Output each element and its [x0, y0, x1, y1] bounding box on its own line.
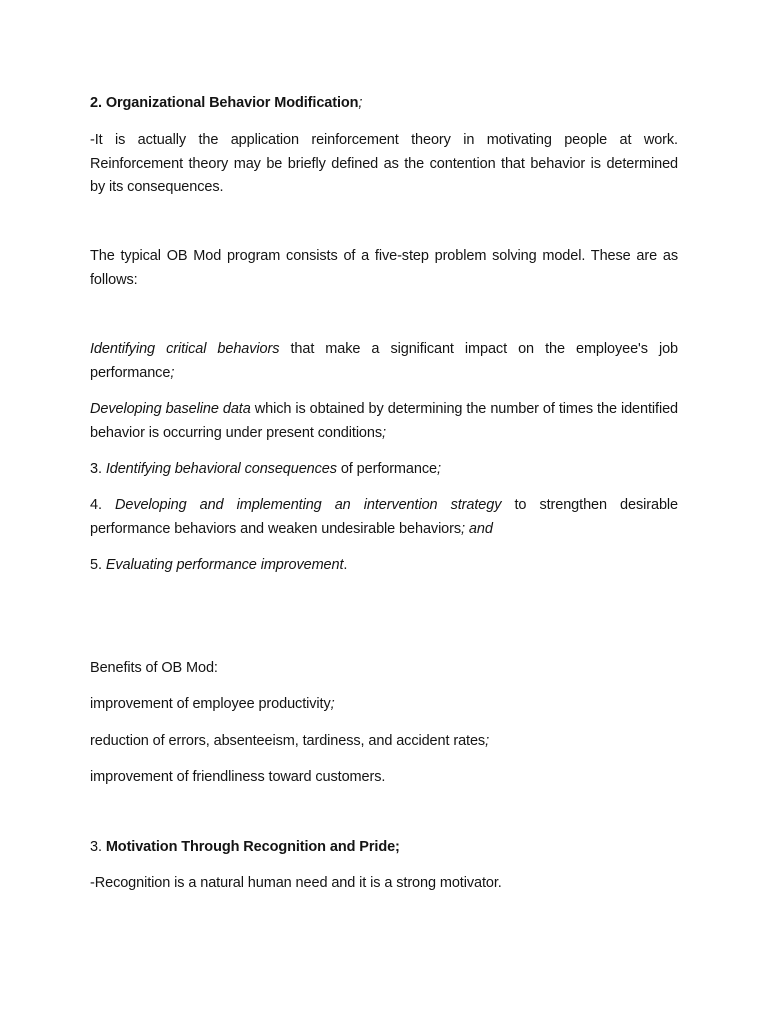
step-term: Developing and implementing an intervention strategy [114, 497, 502, 513]
benefit-item [90, 730, 678, 754]
step-term: Identifying behavioral consequences [105, 461, 337, 477]
benefit-end: ; [485, 733, 490, 749]
section-2-title-punct: ; [358, 95, 363, 111]
step-end: ; [170, 364, 175, 381]
step-end: ; [382, 424, 386, 441]
section-3-text: -Recognition is a natural human need and it is a strong motivator. [90, 875, 502, 891]
section-2-number: 2. [90, 95, 106, 111]
section-2-definition: -It is actually the application reinforcement theory in motivating people at work. Reinforcement theory may be briefly defined as the contention that behavior is determined by its consequences. [90, 132, 678, 195]
section-3-title: Motivation Through Recognition and Pride; [105, 839, 400, 855]
step-text: to strengthen desirable performance behaviors and weaken undesirable behaviors [90, 497, 678, 537]
step-end: ; and [461, 520, 493, 537]
section-3-number: 3. [90, 839, 106, 855]
step-prefix: 5. [90, 557, 106, 573]
section-2-title: Organizational Behavior Modification [105, 95, 359, 111]
step-prefix: 3. [90, 461, 106, 477]
step-4 [90, 494, 678, 541]
benefit-text: improvement of employee productivity [90, 696, 331, 712]
step-3 [90, 458, 678, 482]
benefit-item [90, 693, 678, 717]
step-1 [90, 338, 678, 385]
step-text: which is obtained by determining the number of times the identified behavior is occurring under present conditions [90, 401, 678, 441]
section-3-heading [90, 836, 678, 860]
benefits-heading: Benefits of OB Mod: [90, 660, 218, 676]
step-end: ; [436, 461, 441, 477]
benefit-text: improvement of friendliness toward customers. [90, 769, 386, 785]
step-text: of performance [336, 461, 437, 477]
step-text: that make a significant impact on the employee's job performance [90, 341, 678, 381]
benefit-item [90, 766, 678, 790]
benefit-text: reduction of errors, absenteeism, tardiness, and accident rates [90, 733, 486, 749]
step-prefix: 4. [90, 497, 115, 513]
five-step-intro: The typical OB Mod program consists of a five-step problem solving model. These are as follows: [90, 248, 678, 288]
step-term: Identifying critical behaviors [90, 341, 280, 357]
step-2 [90, 398, 678, 445]
step-term: Developing baseline data [90, 401, 251, 417]
step-5 [90, 554, 678, 578]
benefit-end: ; [330, 696, 335, 712]
document-page [90, 0, 678, 1024]
step-term: Evaluating performance improvement [105, 557, 344, 573]
step-end: . [343, 557, 348, 573]
section-2-heading [90, 92, 678, 116]
